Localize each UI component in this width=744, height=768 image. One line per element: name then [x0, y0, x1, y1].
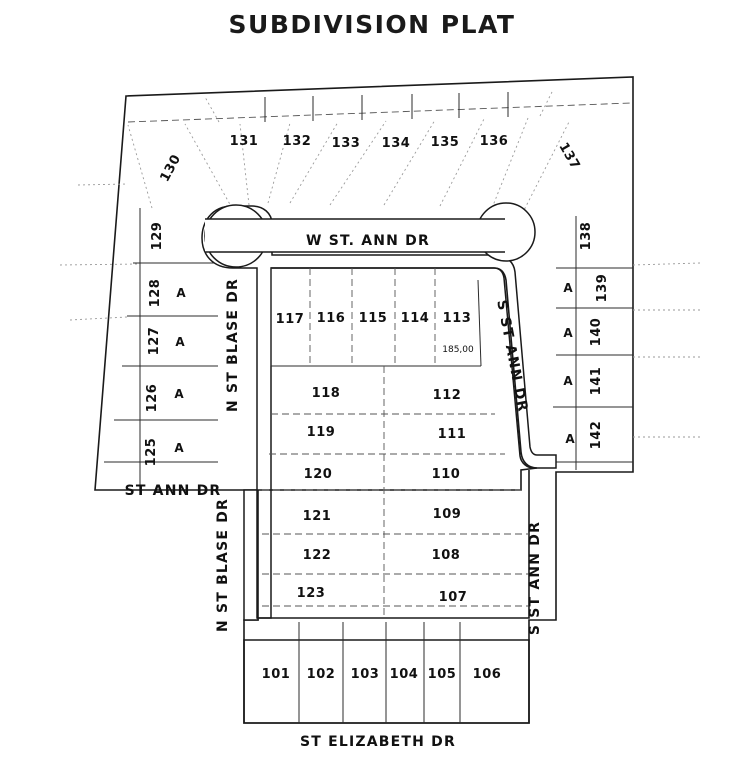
w-st-ann-dr-roadway — [205, 207, 258, 620]
lot-label-141: 141 — [589, 366, 604, 396]
top-lot-line — [540, 92, 552, 116]
lot-label-119: 119 — [306, 425, 336, 440]
street-label-st-ann-dr: ST ANN DR — [124, 483, 222, 499]
lot-label-134: 134 — [381, 136, 411, 151]
lot-label-137: 137 — [555, 140, 583, 173]
lot-label-138: 138 — [579, 221, 594, 251]
lot-label-102: 102 — [306, 667, 336, 682]
lot-label-106: 106 — [472, 667, 502, 682]
radial-lot-line — [520, 120, 570, 218]
lot-label-123: 123 — [296, 586, 326, 601]
lot-sub-a-left: A — [176, 286, 186, 300]
radial-lot-line — [440, 119, 484, 206]
lot-label-111: 111 — [437, 427, 467, 442]
street-label-n-st-blase-dr-upper: N ST BLASE DR — [225, 277, 241, 413]
lot-label-110: 110 — [431, 467, 461, 482]
lot-label-117: 117 — [275, 312, 305, 327]
lot-label-113: 113 — [442, 311, 472, 326]
lot-sub-a-left: A — [175, 335, 185, 349]
lot-sub-a-right: A — [563, 326, 573, 340]
lot-label-122: 122 — [302, 548, 332, 563]
lot-label-130: 130 — [157, 152, 185, 185]
radial-lot-line — [128, 125, 152, 208]
lot-label-120: 120 — [303, 467, 333, 482]
lot-label-104: 104 — [389, 667, 419, 682]
lot-label-129: 129 — [150, 221, 165, 251]
lot-label-135: 135 — [430, 135, 460, 150]
lot-label-128: 128 — [148, 278, 163, 308]
street-label-w-st-ann-dr: W ST. ANN DR — [306, 233, 430, 249]
lot-label-112: 112 — [432, 388, 462, 403]
left-extension-line — [78, 184, 128, 185]
page-title: SUBDIVISION PLAT — [228, 10, 516, 39]
lot-sub-a-left: A — [174, 441, 184, 455]
radial-lot-line — [492, 118, 528, 208]
lot-label-109: 109 — [432, 507, 462, 522]
lot-sub-a-left: A — [174, 387, 184, 401]
lot-label-105: 105 — [427, 667, 457, 682]
lot-label-107: 107 — [438, 590, 468, 605]
lot-label-114: 114 — [400, 311, 430, 326]
left-extension-line — [70, 317, 127, 320]
radial-lot-line — [185, 124, 232, 208]
lot-sub-a-right: A — [565, 432, 575, 446]
lot-label-118: 118 — [311, 386, 341, 401]
lot-label-126: 126 — [145, 383, 160, 413]
lot-label-115: 115 — [358, 311, 388, 326]
lot-label-121: 121 — [302, 509, 332, 524]
lot-label-116: 116 — [316, 311, 346, 326]
lot-label-131: 131 — [229, 134, 259, 149]
lot-sub-a-right: A — [563, 281, 573, 295]
street-label-n-st-blase-dr-lower: N ST BLASE DR — [215, 497, 231, 633]
lot-label-103: 103 — [350, 667, 380, 682]
lot-label-127: 127 — [147, 326, 162, 356]
street-label-st-elizabeth-dr: ST ELIZABETH DR — [300, 734, 456, 750]
dimension-label: 185,00 — [442, 345, 474, 355]
street-label-s-st-ann-dr-upper: S ST ANN DR — [493, 298, 531, 414]
lot-label-139: 139 — [595, 273, 610, 303]
lot-label-136: 136 — [479, 134, 509, 149]
left-extension-line — [60, 264, 140, 265]
lot-label-101: 101 — [261, 667, 291, 682]
lot-sub-a-right: A — [563, 374, 573, 388]
lot-label-140: 140 — [589, 317, 604, 347]
radial-lot-line — [381, 120, 435, 205]
lot-label-125: 125 — [144, 437, 159, 467]
radial-lot-line — [330, 121, 386, 205]
right-extension-line — [633, 263, 700, 265]
lot-label-108: 108 — [431, 548, 461, 563]
street-label-s-st-ann-dr-lower: S ST ANN DR — [527, 520, 543, 636]
inner-lot-divider — [478, 280, 481, 366]
lot-label-133: 133 — [331, 136, 361, 151]
lot-label-132: 132 — [282, 134, 312, 149]
lot-label-142: 142 — [589, 420, 604, 450]
top-block-front-line — [128, 103, 631, 122]
